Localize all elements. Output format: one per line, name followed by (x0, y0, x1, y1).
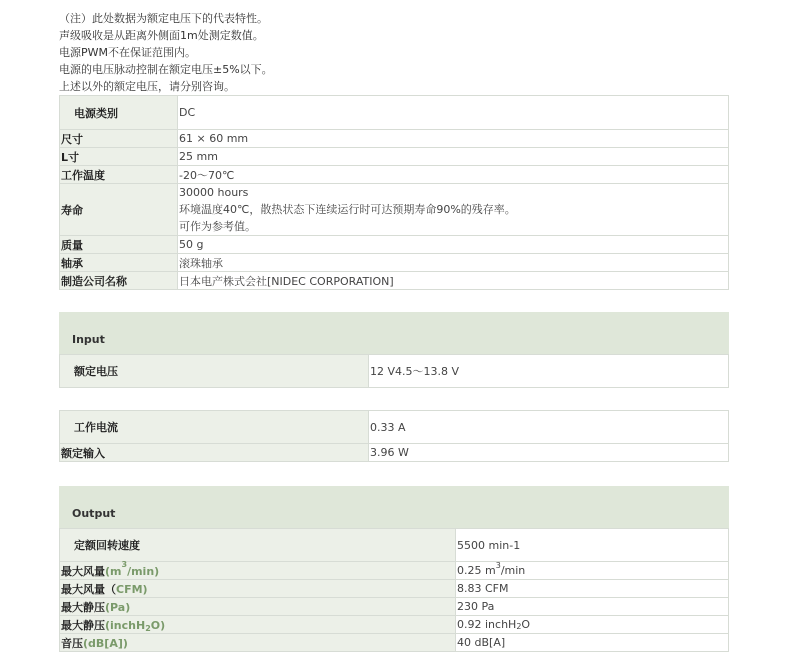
table-row (60, 148, 729, 166)
maker-label: 制造公司名称 (60, 272, 178, 290)
table-row (60, 562, 729, 580)
thickness-label: L寸 (60, 148, 178, 166)
table-row (60, 355, 729, 388)
life-line: 环境温度40℃，散热状态下连续运行时可达预期寿命90%的残存率。 (179, 203, 516, 216)
unit-sup: 3 (121, 559, 128, 569)
notes-block (59, 10, 739, 95)
value-text: 0.92 inchH (457, 618, 517, 631)
input-section-header (59, 312, 729, 354)
unit-text: /min) (127, 564, 160, 578)
note-line: 上述以外的额定电压，请分别咨询。 (59, 80, 235, 93)
airflow-cfm-label (60, 580, 456, 598)
power-type-label: 电源类别 (60, 96, 178, 130)
value-sub: 2 (516, 622, 522, 631)
size-value: 61 × 60 mm (178, 130, 729, 148)
rated-input-value: 3.96 W (369, 444, 729, 462)
airflow-m3-unit (105, 559, 160, 578)
speed-value: 5500 min-1 (456, 529, 729, 562)
airflow-cfm-label-text: 最大风量（ (61, 582, 116, 596)
noise-value: 40 dB[A] (456, 634, 729, 652)
pressure-pa-unit: (Pa) (105, 600, 131, 614)
table-row (60, 130, 729, 148)
bearing-label: 轴承 (60, 254, 178, 272)
mass-value: 50 g (178, 236, 729, 254)
note-line: 声级吸收是从距离外侧面1m处测定数值。 (59, 29, 264, 42)
table-row (60, 616, 729, 634)
input-heading: Input (72, 333, 105, 346)
rated-voltage-label: 额定电压 (60, 355, 369, 388)
input-table-1 (59, 354, 729, 388)
noise-label-text: 音压 (61, 636, 83, 650)
input-table-2 (59, 410, 729, 462)
life-line: 30000 hours (179, 186, 249, 199)
life-line: 可作为参考值。 (179, 220, 256, 233)
pressure-inch-label (60, 616, 456, 634)
table-row (60, 184, 729, 236)
unit-text: (inchH (105, 618, 146, 632)
table-row (60, 580, 729, 598)
output-table (59, 528, 729, 652)
value-text: O (521, 618, 531, 631)
mass-label: 质量 (60, 236, 178, 254)
thickness-value: 25 mm (178, 148, 729, 166)
airflow-cfm-unit: CFM) (116, 582, 148, 596)
pressure-inch-label-text: 最大静压 (61, 618, 105, 632)
power-type-value: DC (178, 96, 729, 130)
airflow-m3-label-text: 最大风量 (61, 564, 105, 578)
unit-sub: 2 (145, 623, 151, 633)
noise-label (60, 634, 456, 652)
output-heading: Output (72, 507, 116, 520)
value-sup: 3 (495, 561, 501, 570)
bearing-value: 滚珠轴承 (178, 254, 729, 272)
value-text: /min (500, 564, 526, 577)
table-row (60, 598, 729, 616)
unit-text: (m (105, 564, 122, 578)
output-section-header (59, 486, 729, 528)
unit-text: O) (150, 618, 166, 632)
pressure-inch-value (456, 616, 729, 634)
table-row (60, 236, 729, 254)
maker-value: 日本电产株式会社[NIDEC CORPORATION] (178, 272, 729, 290)
table-row (60, 634, 729, 652)
pressure-inch-unit (105, 619, 165, 632)
airflow-cfm-value: 8.83 CFM (456, 580, 729, 598)
noise-unit: (dB[A]) (83, 636, 128, 650)
spec-table (59, 95, 729, 290)
rated-input-label: 额定输入 (60, 444, 369, 462)
temp-value: -20～70℃ (178, 166, 729, 184)
note-line: 电源的电压脉动控制在额定电压±5%以下。 (59, 63, 273, 76)
table-row (60, 254, 729, 272)
value-text: 0.25 m (457, 564, 496, 577)
pressure-pa-label-text: 最大静压 (61, 600, 105, 614)
pressure-pa-value: 230 Pa (456, 598, 729, 616)
life-label: 寿命 (60, 184, 178, 236)
life-value (178, 184, 729, 236)
temp-label: 工作温度 (60, 166, 178, 184)
table-row (60, 96, 729, 130)
table-row (60, 444, 729, 462)
table-row (60, 272, 729, 290)
airflow-m3-value (456, 562, 729, 580)
table-row (60, 529, 729, 562)
speed-label: 定额回转速度 (60, 529, 456, 562)
pressure-pa-label (60, 598, 456, 616)
current-label: 工作电流 (60, 411, 369, 444)
note-line: （注）此处数据为额定电压下的代表特性。 (59, 12, 268, 25)
airflow-m3-label (60, 559, 456, 580)
note-line: 电源PWM不在保证范围内。 (59, 46, 196, 59)
table-row (60, 411, 729, 444)
table-row (60, 166, 729, 184)
size-label: 尺寸 (60, 130, 178, 148)
current-value: 0.33 A (369, 411, 729, 444)
rated-voltage-value: 12 V4.5～13.8 V (369, 355, 729, 388)
